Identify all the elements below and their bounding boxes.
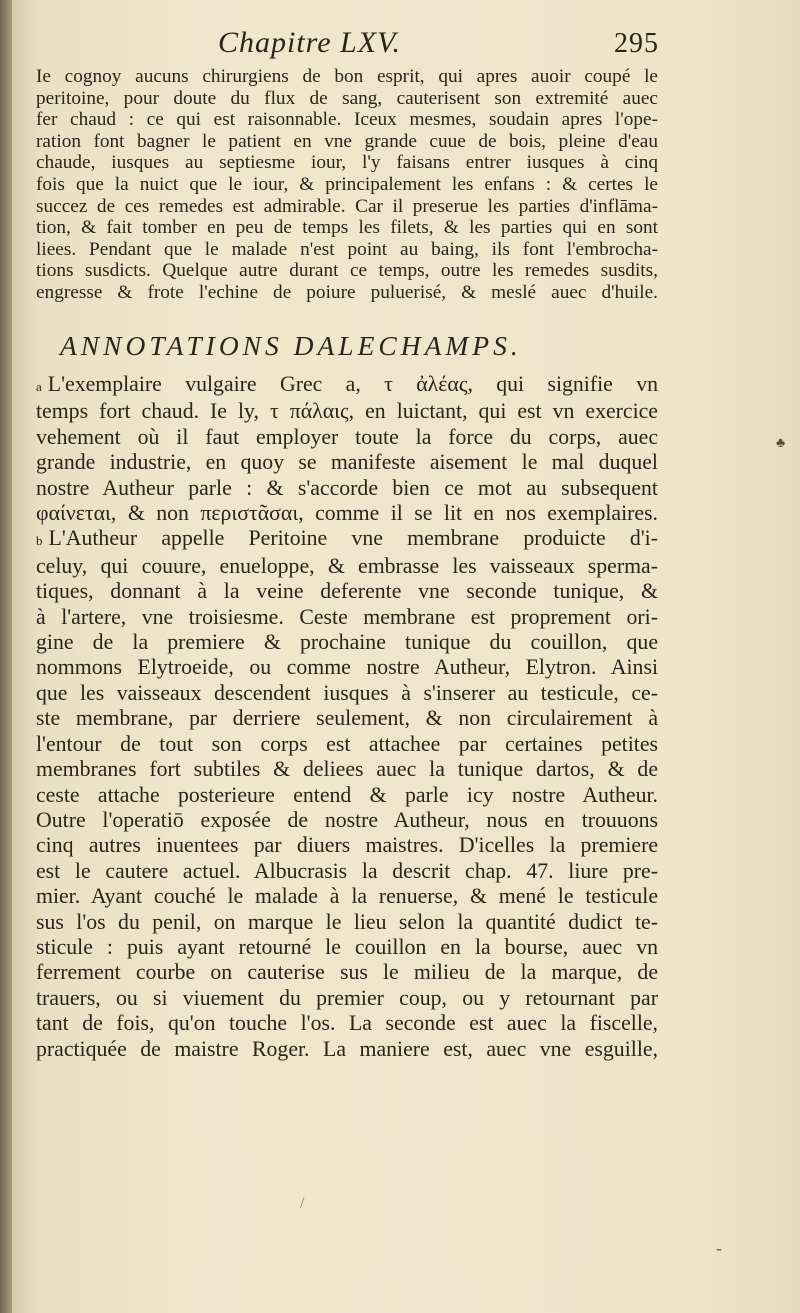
line-text: practiquée de maistre Roger. La maniere est, auec vne esguille, bbox=[36, 1036, 658, 1061]
page-header bbox=[0, 22, 800, 62]
note-marker: b bbox=[36, 533, 43, 549]
line-text: cinq autres inuentees par diuers maistres. D'icelles la premiere bbox=[36, 833, 658, 858]
line-text: membranes fort subtiles & deliees auec la tunique dartos, & de bbox=[36, 757, 658, 782]
line-text: fer chaud : ce qui est raisonnable. Iceux mesmes, soudain apres l'ope- bbox=[36, 109, 658, 131]
text-line bbox=[36, 579, 658, 604]
line-text: tion, & fait tomber en peu de temps les filets, & les parties qui en sont bbox=[36, 217, 658, 239]
line-text: fois que la nuict que le iour, & principalement les enfans : & certes le bbox=[36, 173, 658, 195]
text-line bbox=[36, 66, 658, 88]
line-text: succez de ces remedes est admirable. Car il preserue les parties d'inflāma- bbox=[36, 195, 658, 217]
text-line bbox=[36, 681, 658, 706]
line-text: vehement où il faut employer toute la force du corps, auec bbox=[36, 424, 658, 449]
text-line bbox=[36, 239, 658, 261]
text-line bbox=[36, 859, 658, 884]
text-line bbox=[36, 282, 658, 304]
annotations-heading: ANNOTATIONS DALECHAMPS. bbox=[60, 330, 522, 361]
text-line bbox=[36, 732, 658, 757]
text-line bbox=[36, 655, 658, 680]
line-text: est le cautere actuel. Albucrasis la descrit chap. 47. liure pre- bbox=[36, 858, 658, 883]
text-line bbox=[36, 884, 658, 909]
line-text: sus l'os du penil, on marque le lieu selon la quantité dudict te- bbox=[36, 909, 658, 934]
text-line bbox=[36, 399, 658, 424]
line-text: sticule : puis ayant retourné le couillon en la bourse, auec vn bbox=[36, 934, 658, 959]
text-line bbox=[36, 630, 658, 655]
line-text: temps fort chaud. Ie ly, τ πάλαις, en luictant, qui est vn exercice bbox=[36, 399, 658, 424]
text-line bbox=[36, 174, 658, 196]
text-line bbox=[36, 109, 658, 131]
line-text: Outre l'operatiō exposée de nostre Autheur, nous en trouuons bbox=[36, 807, 658, 832]
line-text: gine de la premiere & prochaine tunique du couillon, que bbox=[36, 630, 658, 655]
text-line bbox=[36, 476, 658, 501]
line-text: tions susdicts. Quelque autre durant ce temps, outre les remedes susdits, bbox=[36, 260, 658, 282]
text-line bbox=[36, 986, 658, 1011]
annotations-body bbox=[36, 372, 658, 1062]
text-line bbox=[36, 706, 658, 731]
line-text: ferrement courbe on cauterise sus le milieu de la marque, de bbox=[36, 960, 658, 985]
text-line bbox=[36, 501, 658, 526]
line-text: engresse & frote l'echine de poiure puluerisé, & meslé auec d'huile. bbox=[36, 281, 658, 303]
line-text: ceste attache posterieure entend & parle icy nostre Autheur. bbox=[36, 782, 658, 807]
book-gutter bbox=[0, 0, 12, 1313]
line-text: Ie cognoy aucuns chirurgiens de bon esprit, qui apres auoir coupé le bbox=[36, 66, 658, 87]
bottom-mark: / bbox=[300, 1195, 305, 1212]
text-line bbox=[36, 910, 658, 935]
line-text: peritoine, pour doute du flux de sang, cauterisent son extremité auec bbox=[36, 87, 658, 109]
text-line bbox=[36, 450, 658, 475]
footer-mark: - bbox=[716, 1238, 722, 1258]
line-text: tant de fois, qu'on touche l'os. La seconde est auec la fiscelle, bbox=[36, 1011, 658, 1036]
text-line bbox=[36, 526, 658, 553]
line-text: mier. Ayant couché le malade à la renuerse, & mené le testicule bbox=[36, 884, 658, 909]
line-text: φαίνεται, & non περιστᾶσαι, comme il se lit en nos exemplaires. bbox=[36, 501, 658, 526]
text-line bbox=[36, 935, 658, 960]
line-text: grande industrie, en quoy se manifeste aisement le mal duquel bbox=[36, 450, 658, 475]
text-line bbox=[36, 757, 658, 782]
text-line bbox=[36, 196, 658, 218]
text-line bbox=[36, 554, 658, 579]
line-text: tiques, donnant à la veine deferente vne seconde tunique, & bbox=[36, 579, 658, 604]
line-text: L'exemplaire vulgaire Grec a, τ ἀλέας, qui signifie vn bbox=[47, 372, 658, 396]
line-text: nommons Elytroeide, ou comme nostre Autheur, Elytron. Ainsi bbox=[36, 655, 658, 680]
line-text: chaude, iusques au septiesme iour, l'y faisans entrer iusques à cinq bbox=[36, 152, 658, 174]
line-text: celuy, qui couure, enueloppe, & embrasse les vaisseaux sperma- bbox=[36, 553, 658, 578]
text-line bbox=[36, 372, 658, 399]
line-text: que les vaisseaux descendent iusques à s'inserer au testicule, ce- bbox=[36, 680, 658, 705]
main-paragraph bbox=[36, 66, 658, 304]
running-title: Chapitre LXV. bbox=[218, 26, 402, 59]
line-text: trauers, ou si viuement du premier coup, ou y retournant par bbox=[36, 985, 658, 1010]
line-text: nostre Autheur parle : & s'accorde bien ce mot au subsequent bbox=[36, 475, 658, 500]
page-number: 295 bbox=[614, 28, 659, 59]
text-line bbox=[36, 217, 658, 239]
text-line bbox=[36, 1037, 658, 1062]
margin-ornament: ♣ bbox=[776, 436, 786, 451]
text-line bbox=[36, 808, 658, 833]
line-text: ration font bagner le patient en vne grande cuue de bois, pleine d'eau bbox=[36, 130, 658, 152]
line-text: l'entour de tout son corps est attachee par certaines petites bbox=[36, 731, 658, 756]
text-line bbox=[36, 605, 658, 630]
text-line bbox=[36, 260, 658, 282]
text-line bbox=[36, 152, 658, 174]
line-text: ste membrane, par derriere seulement, & non circulairement à bbox=[36, 706, 658, 731]
text-line bbox=[36, 783, 658, 808]
text-line bbox=[36, 88, 658, 110]
text-line bbox=[36, 425, 658, 450]
text-line bbox=[36, 833, 658, 858]
text-line bbox=[36, 1011, 658, 1036]
text-line bbox=[36, 960, 658, 985]
text-line bbox=[36, 131, 658, 153]
line-text: liees. Pendant que le malade n'est point au baing, ils font l'embrocha- bbox=[36, 238, 658, 260]
line-text: L'Autheur appelle Peritoine vne membrane produicte d'i- bbox=[48, 526, 658, 551]
note-marker: a bbox=[36, 379, 42, 394]
line-text: à l'artere, vne troisiesme. Ceste membrane est proprement ori- bbox=[36, 604, 658, 629]
